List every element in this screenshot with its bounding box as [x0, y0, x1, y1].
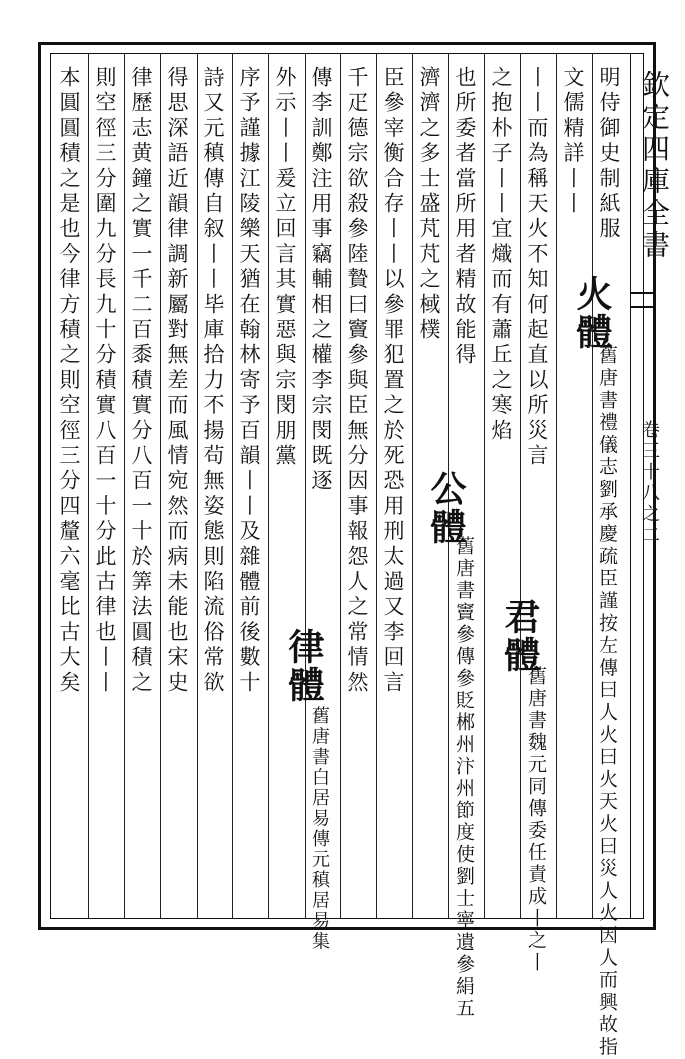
text-column: 外示丨丨爰立回言其實惡與宗閔朋黨 — [273, 66, 297, 470]
column-rule — [556, 53, 557, 919]
text-column: 傳李訓鄭注用事竊輔相之權李宗閔既逐 — [309, 66, 333, 495]
headword-note: 舊唐書竇參傳參貶郴州汴州節度使劉士寧遺參絹五 — [453, 536, 475, 1020]
fishtail-mark — [631, 292, 656, 308]
text-column: 明侍御史制紙服 — [597, 66, 621, 243]
column-rule — [124, 53, 125, 919]
text-column: 千疋德宗欲殺參陸贄曰竇參與臣無分因事報怨人之常情然 — [345, 66, 369, 696]
text-column: 則空徑三分圍九分長九十分積實八百一十分此古律也丨丨 — [93, 66, 117, 696]
text-column: 也所委者當所用者精故能得 — [453, 66, 477, 369]
text-column: 序予謹據江陵樂天猶在翰林寄予百韻丨丨及雜體前後數十 — [237, 66, 261, 696]
headword-note: 舊唐書魏元同傳委任責成丨之丨 — [525, 666, 547, 974]
column-rule — [305, 53, 306, 919]
column-rule — [268, 53, 269, 919]
text-column: 文儒精詳丨丨 — [561, 66, 585, 218]
text-column: 律歷志黄鐘之實一千二百黍積實分八百一十於筭法圓積之 — [129, 66, 153, 696]
column-rule — [232, 53, 233, 919]
text-column: 得思深語近韻律調新屬對無差而風情宛然而病未能也宋史 — [165, 66, 189, 696]
column-rule — [160, 53, 161, 919]
column-rule — [520, 53, 521, 919]
margin-volume-label: 卷三十八之二 — [639, 420, 660, 546]
margin-book-title: 欽定四庫全書 — [638, 70, 671, 262]
column-rule — [340, 53, 341, 919]
column-rule — [412, 53, 413, 919]
headword-note: 舊唐書白居易傳元稹居易集 — [309, 706, 330, 952]
column-rule — [376, 53, 377, 919]
headword: 公體 — [425, 470, 467, 546]
text-column: 丨丨而為稱天火不知何起直以所災言 — [525, 66, 549, 470]
headword-note: 舊唐書禮儀志劉承慶疏臣謹按左傳曰人火曰火天火曰災人火因人而興故指 — [596, 345, 618, 1059]
text-column: 本圓圓積之是也今律方積之則空徑三分四釐六毫比古大矣 — [57, 66, 81, 696]
headword: 律體 — [283, 628, 325, 704]
column-rule — [197, 53, 198, 919]
text-column: 濟濟之多士盛芃芃之棫樸 — [417, 66, 441, 344]
column-rule — [88, 53, 89, 919]
text-column: 詩又元稹傳自叙丨丨毕庫拾力不揚茍無姿態則陷流俗常欲 — [201, 66, 225, 696]
column-rule — [484, 53, 485, 919]
text-column: 臣參宰衡合存丨丨以參罪犯置之於死恐用刑太過又李回言 — [381, 66, 405, 696]
column-rule — [592, 53, 593, 919]
text-column: 之抱朴子丨丨宜熾而有蕭丘之寒焰 — [489, 66, 513, 444]
margin-divider — [630, 53, 631, 919]
headword: 君體 — [499, 598, 541, 674]
headword: 火體 — [571, 275, 613, 351]
